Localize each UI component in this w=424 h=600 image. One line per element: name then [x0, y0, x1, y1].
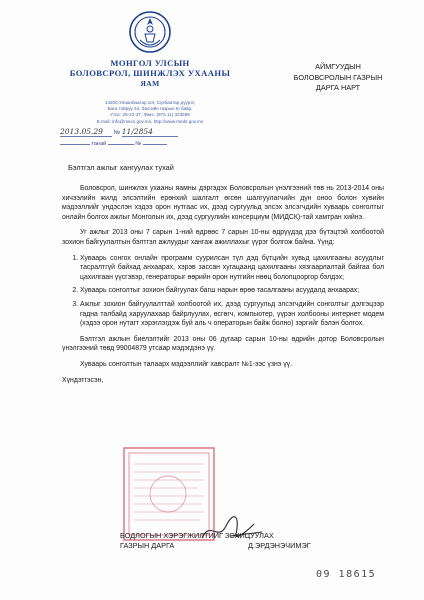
contact-line-1: 14200 Улаанбаатар хот, Сүхбаатар дүүрэг,	[104, 100, 196, 105]
closing-line: Хүндэтгэсэн,	[62, 376, 104, 384]
to-label: танай	[91, 141, 107, 147]
task-item-1: 1. Хуваарь сонгох онлайн программ суурилсан түл дэд бүтцийн хувьд цахилгааны асуудлыг тасралтгүй байхад анхаарах, хэрэв зассан хугацаанд цахилгааны хязгаарлалтай байгаа бол цахилгаан үүсгэвэр, генераторыг өөрийн орон нутгийн нөөц болопцооргор бэлдэх;	[80, 254, 384, 283]
reply-to-blank	[108, 144, 134, 145]
ministry-line-2: БОЛОВСРОЛ, ШИНЖЛЭХ УХААНЫ	[69, 68, 231, 79]
letter-number: 11/2854	[122, 127, 178, 137]
signatory-name: Д.ЭРДЭНЭЧИМЭГ	[248, 541, 311, 550]
body-paragraph-2: Уг ажлыг 2013 оны 7 сарын 1-ний өдрөөс 7 сарын 10-ны өдрүүдэд дээ бүтэцтэй холбоотой зохион байгуулалтын бэлтгэл ажлуудыг хангаж ажиллахыг үүрэг болгож байна. Үүнд:	[62, 229, 384, 246]
signatory-title-line-1: БОДЛОГЫН ХЭРЭГЖИЛТИЙГ ЗОХИЦУУЛАХ	[120, 531, 274, 540]
contact-block	[80, 100, 220, 125]
number-label-2: №	[135, 141, 142, 147]
addressee-block	[278, 62, 398, 94]
contact-line-3: Утас: 26-22-37, Факс: (976 11) 323569	[110, 112, 190, 118]
body-paragraph-1: Боловсрол, шинжлэх ухааны яамны дэргэдэх Боловсролын үнэлгээний төв нь 2013-2014 оны хичээлийн жилд элсэлтийн ерөнхий шалгалт өгсөн шалгуулагчийн дүн оноо болон хувийн мэдээллийг үндэслэн хэдээ орон нутгаас их, дээд сургуульд элсэх элсэгчдийн хуваарь сонголтыг онлайн болгох ажлыг Монголын их, дээд сургуулийн консерциум (МИДСК)-тай хамтран хийнэ.	[62, 185, 384, 221]
task-item-2: 2. Хуваарь сонголтыг зохион байгуулах багш нарын өрөө тасалгааны асуудалд анхаарах;	[80, 286, 384, 296]
reply-date-blank	[60, 144, 90, 145]
addressee-line-1: АЙМГУУДЫН	[315, 62, 361, 71]
ministry-line-3: ЯАМ	[140, 78, 160, 88]
subject-line: Бэлтгэл ажлыг хангуулах тухай	[68, 163, 174, 172]
state-emblem-icon	[126, 10, 174, 54]
ministry-line-1: МОНГОЛ УЛСЫН	[110, 58, 190, 68]
date-number-line	[60, 127, 184, 137]
reply-reference-line	[60, 141, 167, 147]
addressee-line-2: БОЛОВСРОЛЫН ГАЗРЫН	[293, 72, 383, 82]
contact-line-2: Бага тойруу 44, Засгийн газрын III байр,	[107, 106, 193, 112]
registration-number: 09 18615	[316, 569, 377, 580]
reply-number-blank	[143, 144, 167, 145]
ministry-name	[64, 58, 236, 89]
body-paragraph-3: Бэлтгэл ажлын биелэлтийг 2013 оны 06 дугаар сарын 10-ны өдрийн дотор Боловсролын үнэлгээний төвд 99004879 утсаар мэдэгдэнэ үү.	[62, 335, 384, 353]
body-paragraph-4: Хуваарь сонголтын талаарх мэдээллийг хавсралт №1-ээс үзнэ үү.	[80, 360, 293, 368]
signatory-title-line-2: ГАЗРЫН ДАРГА	[120, 541, 175, 551]
task-item-3: 3. Ажлыг зохион байгуулалттай холбоотой их, дээд сургуульд элсэгчдийн сонголтыг дэлгэцээр гадна талбайд харуулахаар байрлуулах, өсгөгч, компьютер, үүрэн холбооны интернет модем (хэдээ орон нутагт хэрэглэгдэж буй аль ч операторын байж болно) зэргийг бэлэн болгох.	[80, 300, 384, 329]
addressee-line-3: ДАРГА НАРТ	[315, 83, 361, 92]
letter-body	[62, 184, 384, 391]
number-label: №	[113, 130, 121, 136]
letter-date: 2013.05.29	[60, 127, 112, 137]
task-list	[62, 254, 384, 329]
contact-line-4: E-mail: info@mecs.gov.mn, http://www.meds.gov.mn	[96, 118, 204, 124]
